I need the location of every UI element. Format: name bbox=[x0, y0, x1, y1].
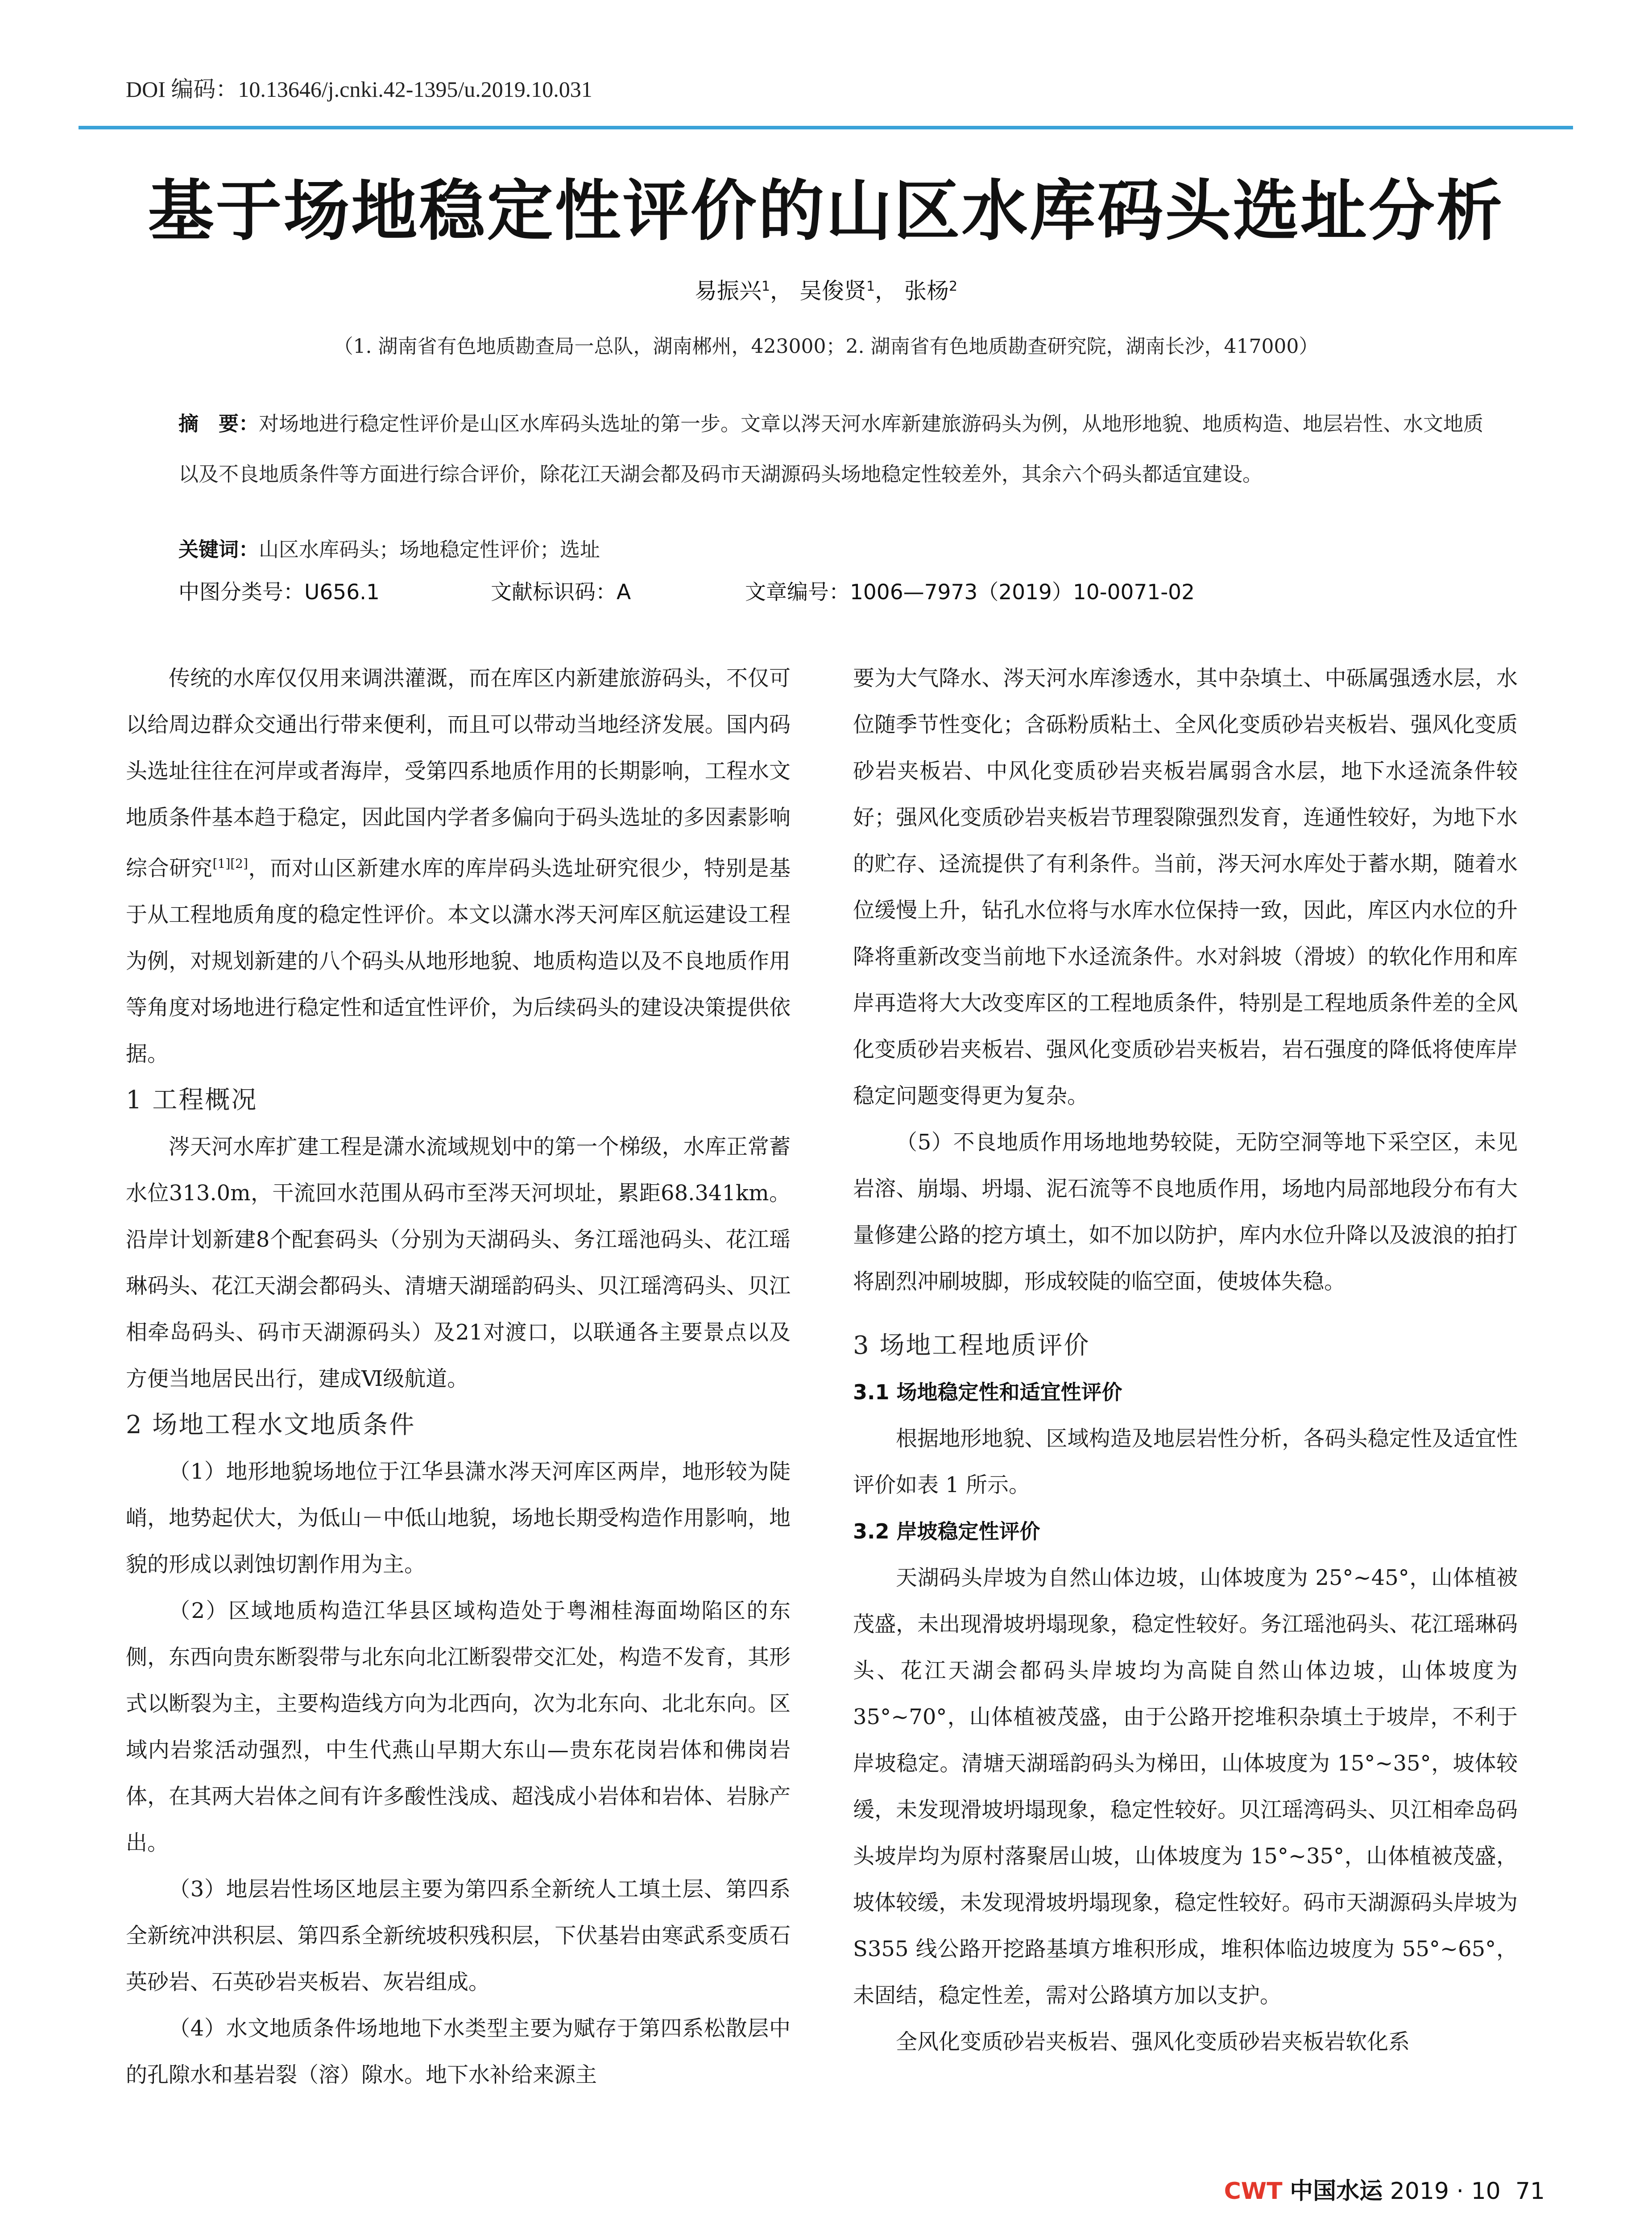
citation-ref: [1][2] bbox=[212, 856, 248, 871]
author-affil-mark: 1 bbox=[866, 278, 875, 294]
left-column bbox=[126, 655, 791, 2098]
abstract bbox=[178, 398, 1490, 499]
abstract-text: 对场地进行稳定性评价是山区水库码头选址的第一步。文章以涔天河水库新建旅游码头为例，从地形地貌、地质构造、地层岩性、水文地质以及不良地质条件等方面进行综合评价，除花江天湖会都及码市天湖源码头场地稳定性较差外，其余六个码头都适宜建设。 bbox=[178, 412, 1484, 486]
header-divider bbox=[79, 126, 1573, 129]
issue-number: 2019 · 10 bbox=[1390, 2178, 1501, 2205]
author-name: 张杨 bbox=[904, 278, 949, 304]
page-number: 71 bbox=[1515, 2178, 1545, 2205]
affiliations: （1. 湖南省有色地质勘查局一总队，湖南郴州，423000；2. 湖南省有色地质勘查研究院，湖南长沙，417000） bbox=[333, 335, 1319, 358]
subsection-3-1-paragraph: 根据地形地貌、区域构造及地层岩性分析，各码头稳定性及适宜性评价如表 1 所示。 bbox=[853, 1426, 1518, 1497]
section-1-heading: 1 工程概况 bbox=[126, 1086, 258, 1115]
author-affil-mark: 2 bbox=[948, 278, 958, 294]
doi-line: DOI 编码：10.13646/j.cnki.42-1395/u.2019.10.031 bbox=[126, 77, 592, 102]
subsection-3-2-paragraph: 天湖码头岸坡为自然山体边坡，山体坡度为 25°~45°，山体植被茂盛，未出现滑坡坍塌现象，稳定性较好。务江瑶池码头、花江瑶琳码头、花江天湖会都码头岸坡均为高陡自然山体边坡，山体坡度为 35°~70°，山体植被茂盛，由于公路开挖堆积杂填土于坡岸，不利于岸坡稳定。清塘天湖瑶韵码头为梯田，山体坡度为 15°~35°，坡体较缓，未发现滑坡坍塌现象，稳定性较好。贝江瑶湾码头、贝江相牵岛码头坡岸均为原村落聚居山坡，山体坡度为 15°~35°，山体植被茂盛，坡体较缓，未发现滑坡坍塌现象，稳定性较好。码市天湖源码头岸坡为 S355 线公路开挖路基填方堆积形成，堆积体临边坡度为 55°~65°，未固结，稳定性差，需对公路填方加以支护。 bbox=[853, 1565, 1518, 2008]
section-2-paragraph: （4）水文地质条件场地地下水类型主要为赋存于第四系松散层中的孔隙水和基岩裂（溶）隙水。地下水补给来源主 bbox=[126, 2016, 791, 2087]
section-3-heading: 3 场地工程地质评价 bbox=[853, 1331, 1090, 1360]
article-number: 文章编号：1006—7973（2019）10-0071-02 bbox=[745, 580, 1195, 605]
author-affil-mark: 1 bbox=[761, 278, 770, 294]
section-2-paragraph: （5）不良地质作用场地地势较陡，无防空洞等地下采空区，未见岩溶、崩塌、坍塌、泥石流等不良地质作用，场地内局部地段分布有大量修建公路的挖方填土，如不加以防护，库内水位升降以及波浪的拍打将剧烈冲刷坡脚，形成较陡的临空面，使坡体失稳。 bbox=[853, 1130, 1518, 1294]
abstract-label: 摘 要： bbox=[178, 412, 259, 435]
subsection-3-2-paragraph: 全风化变质砂岩夹板岩、强风化变质砂岩夹板岩软化系 bbox=[896, 2029, 1410, 2054]
article-title: 基于场地稳定性评价的山区水库码头选址分析 bbox=[148, 173, 1504, 249]
author-name: 吴俊贤 bbox=[799, 278, 866, 304]
document-code: 文献标识码：A bbox=[491, 580, 631, 605]
section-2-paragraph: （3）地层岩性场区地层主要为第四系全新统人工填土层、第四系全新统冲洪积层、第四系全新统坡积残积层，下伏基岩由寒武系变质石英砂岩、石英砂岩夹板岩、灰岩组成。 bbox=[126, 1877, 791, 1995]
section-2-heading: 2 场地工程水文地质条件 bbox=[126, 1410, 416, 1439]
intro-paragraph: 传统的水库仅仅用来调洪灌溉，而在库区内新建旅游码头，不仅可以给周边群众交通出行带来便利，而且可以带动当地经济发展。国内码头选址往往在河岸或者海岸，受第四系地质作用的长期影响，工程水文地质条件基本趋于稳定，因此国内学者多偏向于码头选址的多因素影响综合研究[1][2]，而对山区新建水库的库岸码头选址研究很少，特别是基于从工程地质角度的稳定性评价。本文以潇水涔天河库区航运建设工程为例，对规划新建的八个码头从地形地貌、地质构造以及不良地质作用等角度对场地进行稳定性和适宜性评价，为后续码头的建设决策提供依据。 bbox=[126, 666, 791, 1066]
subsection-3-2-heading: 3.2 岸坡稳定性评价 bbox=[853, 1519, 1040, 1543]
author-line: 易振兴$^1$， 吴俊贤$^1$， 张杨$^2$ bbox=[694, 278, 958, 304]
magazine-name: 中国水运 bbox=[1290, 2178, 1383, 2205]
keywords-label: 关键词： bbox=[178, 538, 259, 561]
cwt-logo-text: CWT bbox=[1224, 2178, 1283, 2205]
keywords bbox=[178, 524, 1490, 575]
author-name: 易振兴 bbox=[694, 278, 762, 304]
section-1-paragraph: 涔天河水库扩建工程是潇水流域规划中的第一个梯级，水库正常蓄水位313.0m，干流回水范围从码市至涔天河坝址，累距68.341km。沿岸计划新建8个配套码头（分别为天湖码头、务江瑶池码头、花江瑶琳码头、花江天湖会都码头、清塘天湖瑶韵码头、贝江瑶湾码头、贝江相牵岛码头、码市天湖源码头）及21对渡口，以联通各主要景点以及方便当地居民出行，建成Ⅵ级航道。 bbox=[126, 1134, 791, 1391]
section-2-paragraph: （1）地形地貌场地位于江华县潇水涔天河库区两岸，地形较为陡峭，地势起伏大，为低山－中低山地貌，场地长期受构造作用影响，地貌的形成以剥蚀切割作用为主。 bbox=[126, 1459, 791, 1577]
subsection-3-1-heading: 3.1 场地稳定性和适宜性评价 bbox=[853, 1380, 1122, 1404]
keywords-text: 山区水库码头；场地稳定性评价；选址 bbox=[259, 538, 600, 561]
clc-number: 中图分类号：U656.1 bbox=[178, 580, 380, 605]
right-column bbox=[853, 655, 1518, 2065]
page-footer bbox=[1224, 2172, 1545, 2206]
section-2-paragraph: （2）区域地质构造江华县区域构造处于粤湘桂海面坳陷区的东侧，东西向贵东断裂带与北东向北江断裂带交汇处，构造不发育，其形式以断裂为主，主要构造线方向为北西向，次为北东向、北北东向。区域内岩浆活动强烈，中生代燕山早期大东山—贵东花岗岩体和佛岗岩体，在其两大岩体之间有许多酸性浅成、超浅成小岩体和岩体、岩脉产出。 bbox=[126, 1598, 791, 1855]
continued-paragraph: 要为大气降水、涔天河水库渗透水，其中杂填土、中砾属强透水层，水位随季节性变化；含砾粉质粘土、全风化变质砂岩夹板岩、强风化变质砂岩夹板岩、中风化变质砂岩夹板岩属弱含水层，地下水迳流条件较好；强风化变质砂岩夹板岩节理裂隙强烈发育，连通性较好，为地下水的贮存、迳流提供了有利条件。当前，涔天河水库处于蓄水期，随着水位缓慢上升，钻孔水位将与水库水位保持一致，因此，库区内水位的升降将重新改变当前地下水迳流条件。水对斜坡（滑坡）的软化作用和库岸再造将大大改变库区的工程地质条件，特别是工程地质条件差的全风化变质砂岩夹板岩、强风化变质砂岩夹板岩，岩石强度的降低将使库岸稳定问题变得更为复杂。 bbox=[853, 666, 1518, 1108]
